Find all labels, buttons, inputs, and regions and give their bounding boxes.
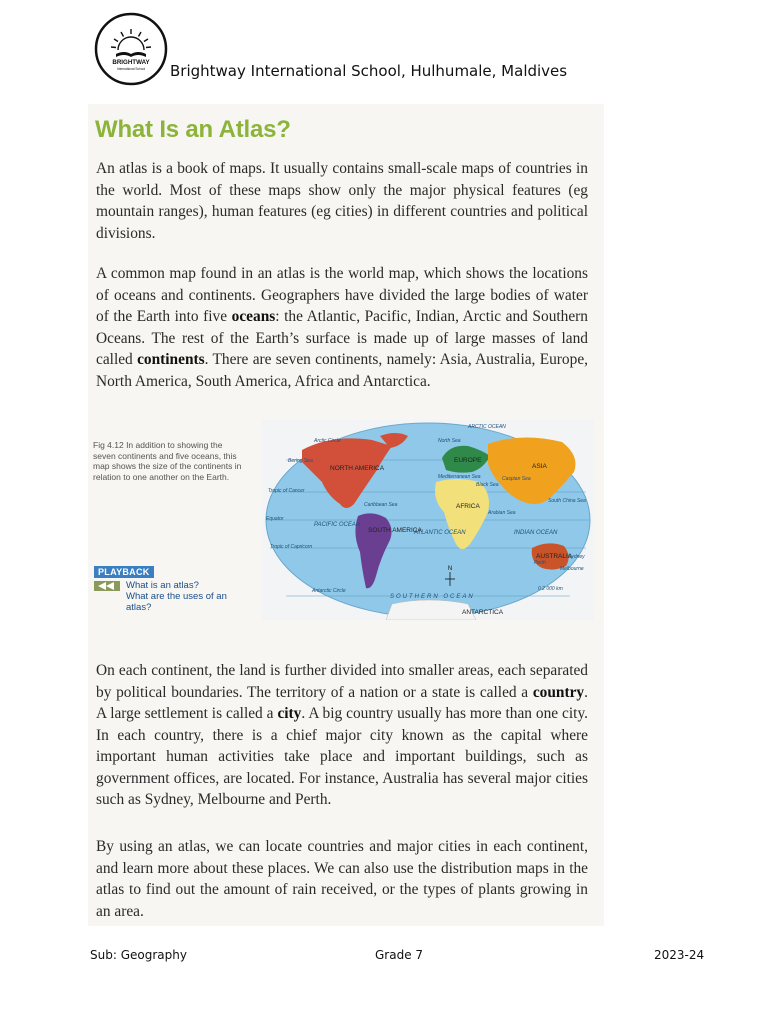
- label-arctic-ocean: ARCTIC OCEAN: [468, 424, 506, 430]
- footer-subject: Sub: Geography: [90, 948, 187, 962]
- term-continents: continents: [137, 351, 205, 368]
- school-logo: [94, 12, 168, 86]
- label-australia: AUSTRALIA: [536, 553, 573, 560]
- label-south-america: SOUTH AMERICA: [368, 527, 422, 534]
- paragraph-1: An atlas is a book of maps. It usually contains small-scale maps of countries in the world. Most of these maps show only the major physical features (eg mountain ranges), human features (eg cities) in different countries and political divisions.: [96, 160, 588, 242]
- label-perth: Perth: [534, 560, 546, 566]
- footer-grade: Grade 7: [375, 948, 424, 962]
- paragraph-4: By using an atlas, we can locate countries and major cities in each continent, and learn more about these places. We can also use the distribution maps in the atlas to find out the amount of rain received, or the types of plants growing in an area.: [96, 838, 588, 920]
- label-caribbean-sea: Caribbean Sea: [364, 502, 398, 508]
- label-south-china-sea: South China Sea: [548, 498, 586, 504]
- playback-questions: [126, 580, 246, 613]
- label-bering-sea: Bering Sea: [288, 458, 313, 464]
- term-city: city: [277, 705, 302, 722]
- playback-box: [94, 566, 234, 613]
- label-melbourne: Melbourne: [560, 566, 584, 572]
- label-asia: ASIA: [532, 463, 547, 470]
- paragraph-3: On each continent, the land is further divided into smaller areas, each separated by political boundaries. The territory of a nation or a state is called a country. A large settlement is called a city. A big country usually has more than one city. In each country, there is a chief major city known as the capital where important human activities take place and important buildings, such as government offices, are located. For instance, Australia has several major cities such as Sydney, Melbourne and Perth.: [96, 662, 588, 808]
- world-map: [262, 420, 594, 620]
- label-compass-n: N: [447, 566, 453, 572]
- label-black-sea: Black Sea: [476, 482, 499, 488]
- label-atlantic-ocean: ATLANTIC OCEAN: [414, 530, 466, 536]
- label-scale: 0 2 000 km: [538, 586, 563, 592]
- label-north-america: NORTH AMERICA: [330, 465, 385, 472]
- label-tropic-capricorn: Tropic of Capricorn: [270, 544, 313, 550]
- page-title: What Is an Atlas?: [95, 116, 291, 143]
- footer-year: 2023-24: [654, 948, 705, 962]
- label-caspian-sea: Caspian Sea: [502, 476, 531, 482]
- label-north-sea: North Sea: [438, 438, 461, 444]
- paragraph-2: A common map found in an atlas is the world map, which shows the locations of oceans and continents. Geographers have divided the large bodies of water of the Earth into five oceans: the Atlantic, Pacific, Indian, Arctic and Southern Oceans. The rest of the Earth’s surface is made up of large masses of land called continents. There are seven continents, namely: Asia, Australia, Europe, North America, South America, Africa and Antarctica.: [96, 265, 589, 390]
- label-indian-ocean: INDIAN OCEAN: [514, 530, 558, 536]
- playback-label: PLAYBACK: [94, 566, 154, 578]
- playback-question-1: What is an atlas?: [126, 580, 199, 591]
- label-tropic-cancer: Tropic of Cancer: [268, 488, 305, 494]
- school-name: Brightway International School, Hulhumale, Maldives: [170, 62, 568, 80]
- playback-question-2: What are the uses of an atlas?: [126, 591, 227, 613]
- label-mediterranean-sea: Mediterranean Sea: [438, 474, 481, 480]
- term-oceans: oceans: [231, 308, 276, 325]
- label-arctic-circle: Arctic Circle: [314, 438, 341, 444]
- label-southern-ocean: SOUTHERN OCEAN: [390, 594, 475, 600]
- label-sydney: Sydney: [568, 554, 585, 560]
- label-africa: AFRICA: [456, 503, 480, 510]
- term-country: country: [532, 683, 585, 701]
- label-antarctica: ANTARCTICA: [462, 609, 504, 616]
- rewind-icon: [94, 581, 120, 591]
- label-europe: EUROPE: [454, 457, 482, 464]
- label-equator: Equator: [266, 516, 284, 522]
- label-pacific-ocean: PACIFIC OCEAN: [314, 522, 361, 528]
- figure-caption: Fig 4.12 In addition to showing the seven continents and five oceans, this map shows the size of the continents in relation to one another on the Earth.: [93, 440, 242, 482]
- logo-text: BRIGHTWAY: [112, 59, 150, 66]
- logo-subtext: International School: [116, 67, 146, 71]
- label-antarctic-circle: Antarctic Circle: [312, 588, 346, 594]
- label-arabian-sea: Arabian Sea: [488, 510, 516, 516]
